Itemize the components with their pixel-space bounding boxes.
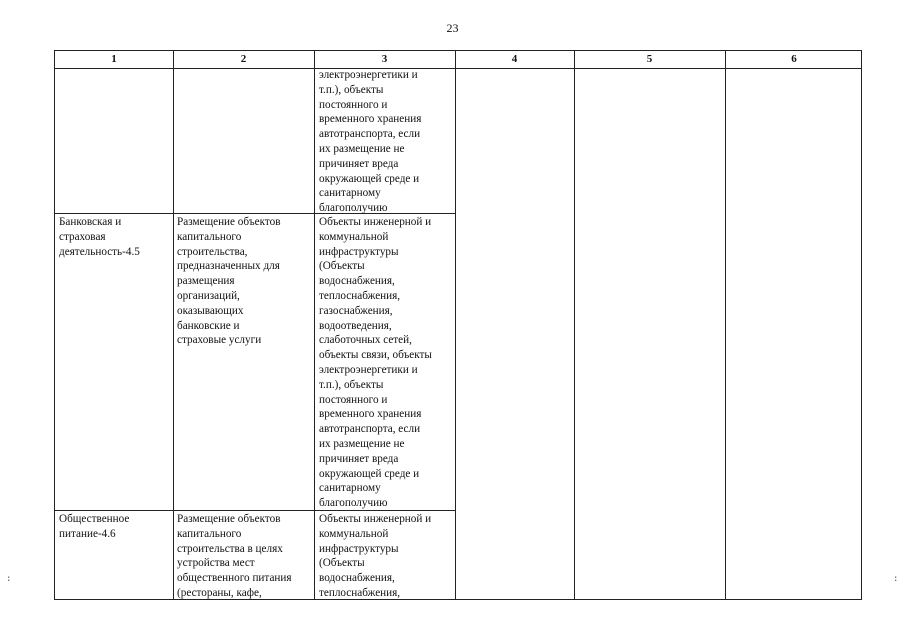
header-col-4: 4 (511, 53, 518, 65)
row-catering-col-3: Объекты инженерной и коммунальной инфраструктуры (Объекты водоснабжения, теплоснабжения, (319, 513, 432, 599)
column-divider (314, 51, 315, 599)
continuation-col-3-text: электроэнергетики и т.п.), объекты постоянного и временного хранения автотранспорта, если их размещение не причиняет вреда окружающей среде и санитарному благополучию (319, 69, 422, 215)
row-catering-col-2: Размещение объектов капитального строительства в целях устройства мест общественного питания (рестораны, кафе, (177, 513, 292, 599)
header-col-6: 6 (791, 53, 797, 65)
right-margin-mark: : (893, 574, 899, 584)
column-divider (455, 51, 456, 599)
column-divider (173, 51, 174, 599)
page-number: 23 (446, 21, 459, 35)
header-col-2: 2 (240, 53, 247, 65)
header-col-5: 5 (646, 53, 653, 65)
row-banking-col-3: Объекты инженерной и коммунальной инфраструктуры (Объекты водоснабжения, теплоснабжения, газоснабжения, водоотведения, слаботочных сетей, объекты связи, объекты электроэнергетики и т.п.), объекты постоянного и временного хранения автотранспорта, если их размещение не причиняет вреда окружающей среде и санитарному благополучию (319, 216, 432, 510)
data-table (54, 50, 862, 600)
row-banking-col-2: Размещение объектов капитального строительства, предназначенных для размещения организаций, оказывающих банковские и страховые услуги (177, 216, 281, 347)
left-margin-mark: : (6, 574, 12, 584)
row-catering-col-1: Общественное питание-4.6 (59, 513, 130, 540)
row-banking-col-1: Банковская и страховая деятельность-4.5 (59, 216, 140, 258)
column-divider (725, 51, 726, 599)
header-col-3: 3 (381, 53, 388, 65)
column-divider (574, 51, 575, 599)
table-header-row (55, 51, 861, 69)
header-col-1: 1 (111, 53, 117, 65)
